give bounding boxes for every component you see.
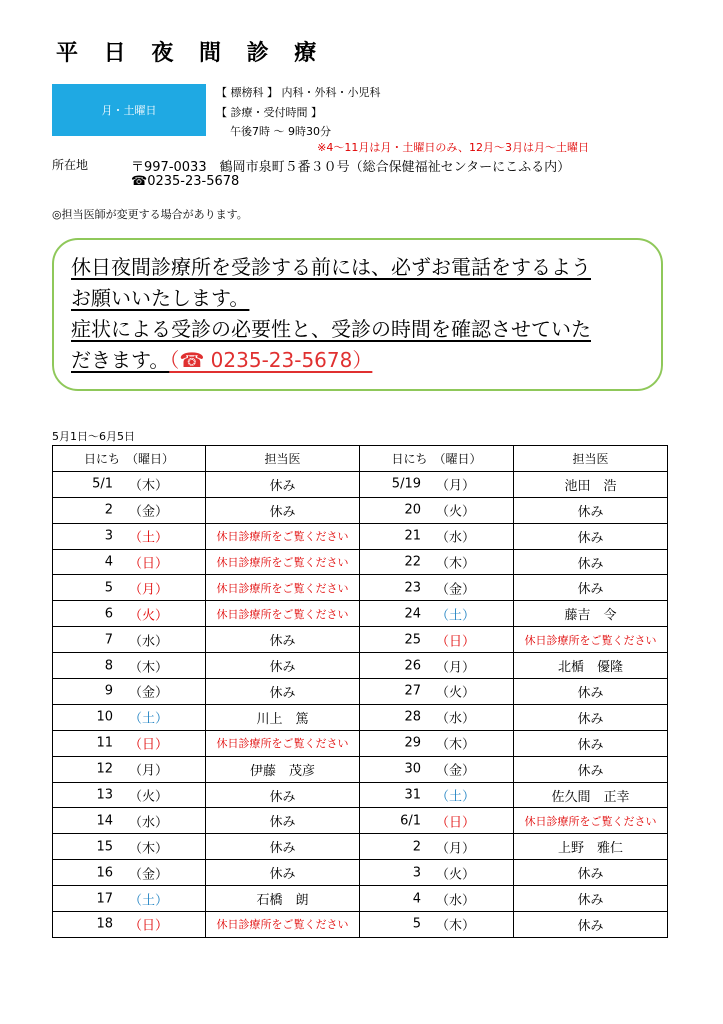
weekday-value: （日）	[436, 815, 476, 831]
doctor-cell: 伊藤 茂彦	[206, 756, 360, 782]
weekday-value: （木）	[129, 478, 169, 494]
doctor-cell: 上野 雅仁	[514, 834, 668, 860]
date-cell	[360, 497, 514, 523]
weekday-value: （木）	[436, 918, 476, 934]
doctor-cell: 佐久間 正幸	[514, 782, 668, 808]
date-value: 3	[412, 865, 421, 881]
date-cell	[53, 808, 206, 834]
doctor-cell: 休み	[514, 886, 668, 912]
date-value: 2	[412, 839, 421, 855]
departments-line: 【 標榜科 】 内科・外科・小児科	[216, 86, 381, 99]
schedule-period: 5月1日～6月5日	[52, 430, 135, 443]
doctor-cell: 休み	[206, 808, 360, 834]
date-value: 4	[104, 554, 113, 570]
weekday-value: （金）	[129, 867, 169, 883]
weekday-value: （金）	[436, 763, 476, 779]
weekday-value: （水）	[436, 530, 476, 546]
date-cell	[53, 549, 206, 575]
date-cell	[53, 782, 206, 808]
date-cell	[53, 886, 206, 912]
date-value: 17	[96, 891, 113, 907]
table-row	[53, 808, 668, 834]
table-row	[53, 549, 668, 575]
date-value: 13	[96, 787, 113, 803]
date-cell	[53, 575, 206, 601]
date-value: 21	[404, 528, 421, 544]
weekday-value: （土）	[129, 893, 169, 909]
doctor-cell: 休日診療所をご覧ください	[206, 730, 360, 756]
date-value: 28	[404, 709, 421, 725]
date-cell	[53, 756, 206, 782]
date-cell	[53, 471, 206, 497]
doctor-cell: 休み	[514, 523, 668, 549]
table-row	[53, 704, 668, 730]
date-value: 5/19	[391, 476, 421, 492]
table-row	[53, 523, 668, 549]
weekday-value: （月）	[436, 660, 476, 676]
doctor-cell: 休み	[206, 471, 360, 497]
date-cell	[360, 471, 514, 497]
header-doctor-left: 担当医	[206, 446, 360, 472]
table-row	[53, 627, 668, 653]
date-cell	[360, 653, 514, 679]
hours-value: 午後7時 ～ 9時30分	[230, 125, 331, 138]
date-cell	[53, 523, 206, 549]
doctor-cell: 川上 篤	[206, 704, 360, 730]
date-value: 11	[96, 735, 113, 751]
table-row	[53, 730, 668, 756]
doctor-cell: 休み	[206, 653, 360, 679]
doctor-cell: 休日診療所をご覧ください	[514, 808, 668, 834]
callout-line-2: お願いいたします。	[71, 286, 250, 310]
date-value: 2	[104, 502, 113, 518]
doctor-change-notice: ◎担当医師が変更する場合があります。	[52, 208, 248, 221]
doctor-cell: 休み	[206, 627, 360, 653]
date-cell	[53, 627, 206, 653]
table-row	[53, 782, 668, 808]
table-header-row	[53, 446, 668, 472]
call-first-notice	[52, 238, 663, 391]
callout-line-4: だきます。	[71, 348, 170, 372]
date-cell	[360, 704, 514, 730]
date-cell	[360, 834, 514, 860]
doctor-cell: 休み	[514, 912, 668, 938]
weekday-value: （月）	[436, 478, 476, 494]
date-cell	[53, 601, 206, 627]
weekday-value: （土）	[436, 789, 476, 805]
doctor-cell: 休日診療所をご覧ください	[206, 575, 360, 601]
phone-number: ☎0235-23-5678	[131, 174, 240, 189]
date-value: 3	[104, 528, 113, 544]
doctor-cell: 池田 浩	[514, 471, 668, 497]
date-value: 5	[412, 916, 421, 932]
hours-heading: 【 診療・受付時間 】	[216, 106, 322, 119]
weekday-value: （日）	[129, 918, 169, 934]
date-value: 30	[404, 761, 421, 777]
date-value: 27	[404, 683, 421, 699]
header-doctor-right: 担当医	[514, 446, 668, 472]
weekday-value: （木）	[436, 556, 476, 572]
doctor-cell: 休み	[206, 860, 360, 886]
date-value: 20	[404, 502, 421, 518]
weekday-value: （水）	[436, 893, 476, 909]
date-cell	[53, 497, 206, 523]
table-row	[53, 575, 668, 601]
weekday-value: （水）	[436, 711, 476, 727]
page-title: 平 日 夜 間 診 療	[56, 41, 326, 66]
doctor-cell: 休日診療所をご覧ください	[206, 912, 360, 938]
weekday-value: （火）	[436, 685, 476, 701]
weekday-value: （土）	[129, 530, 169, 546]
weekday-value: （火）	[129, 789, 169, 805]
table-row	[53, 756, 668, 782]
date-cell	[360, 860, 514, 886]
date-cell	[360, 601, 514, 627]
callout-line-1: 休日夜間診療所を受診する前には、必ずお電話をするよう	[71, 255, 591, 279]
date-cell	[360, 627, 514, 653]
doctor-cell: 石橋 朗	[206, 886, 360, 912]
weekday-value: （木）	[129, 841, 169, 857]
schedule-table	[52, 445, 668, 938]
weekday-value: （火）	[436, 504, 476, 520]
table-row	[53, 601, 668, 627]
date-cell	[53, 679, 206, 705]
header-date-left: 日にち （曜日）	[53, 446, 206, 472]
doctor-cell: 休日診療所をご覧ください	[514, 627, 668, 653]
date-value: 14	[96, 813, 113, 829]
weekday-value: （日）	[129, 556, 169, 572]
doctor-cell: 休み	[206, 679, 360, 705]
doctor-cell: 休み	[514, 549, 668, 575]
weekday-value: （水）	[129, 634, 169, 650]
weekday-value: （月）	[129, 582, 169, 598]
date-cell	[360, 679, 514, 705]
date-cell	[53, 834, 206, 860]
date-value: 18	[96, 916, 113, 932]
date-cell	[360, 730, 514, 756]
doctor-cell: 北楯 優隆	[514, 653, 668, 679]
date-value: 7	[104, 632, 113, 648]
weekday-value: （金）	[436, 582, 476, 598]
doctor-cell: 休み	[206, 497, 360, 523]
date-value: 23	[404, 580, 421, 596]
date-cell	[360, 756, 514, 782]
date-cell	[53, 860, 206, 886]
doctor-cell: 休み	[514, 679, 668, 705]
date-value: 12	[96, 761, 113, 777]
date-value: 6/1	[400, 813, 421, 829]
date-value: 16	[96, 865, 113, 881]
callout-line-3: 症状による受診の必要性と、受診の時間を確認させていた	[71, 317, 591, 341]
date-value: 8	[104, 658, 113, 674]
weekday-value: （木）	[436, 737, 476, 753]
date-value: 26	[404, 658, 421, 674]
date-cell	[53, 704, 206, 730]
date-cell	[360, 886, 514, 912]
table-row	[53, 834, 668, 860]
doctor-cell: 藤吉 令	[514, 601, 668, 627]
date-value: 22	[404, 554, 421, 570]
doctor-cell: 休み	[206, 834, 360, 860]
weekday-value: （月）	[129, 763, 169, 779]
table-row	[53, 653, 668, 679]
table-row	[53, 860, 668, 886]
days-badge: 月・土曜日	[52, 84, 206, 136]
weekday-value: （日）	[436, 634, 476, 650]
date-cell	[53, 912, 206, 938]
doctor-cell: 休日診療所をご覧ください	[206, 523, 360, 549]
weekday-value: （土）	[436, 608, 476, 624]
header-date-right: 日にち （曜日）	[360, 446, 514, 472]
date-cell	[53, 730, 206, 756]
address-label: 所在地	[52, 158, 89, 172]
date-cell	[360, 782, 514, 808]
season-note: ※4～11月は月・土曜日のみ、12月～3月は月～土曜日	[317, 141, 589, 154]
table-row	[53, 497, 668, 523]
weekday-value: （火）	[129, 608, 169, 624]
table-row	[53, 471, 668, 497]
doctor-cell: 休日診療所をご覧ください	[206, 549, 360, 575]
date-cell	[53, 653, 206, 679]
date-cell	[360, 575, 514, 601]
weekday-value: （土）	[129, 711, 169, 727]
table-row	[53, 886, 668, 912]
doctor-cell: 休み	[514, 756, 668, 782]
weekday-value: （日）	[129, 737, 169, 753]
date-cell	[360, 549, 514, 575]
weekday-value: （木）	[129, 660, 169, 676]
doctor-cell: 休み	[514, 497, 668, 523]
doctor-cell: 休み	[514, 575, 668, 601]
table-row	[53, 912, 668, 938]
date-value: 5/1	[92, 476, 113, 492]
date-value: 4	[412, 891, 421, 907]
date-cell	[360, 808, 514, 834]
date-cell	[360, 523, 514, 549]
date-value: 25	[404, 632, 421, 648]
weekday-value: （火）	[436, 867, 476, 883]
weekday-value: （金）	[129, 685, 169, 701]
date-value: 10	[96, 709, 113, 725]
doctor-cell: 休日診療所をご覧ください	[206, 601, 360, 627]
weekday-value: （水）	[129, 815, 169, 831]
date-value: 15	[96, 839, 113, 855]
date-value: 24	[404, 606, 421, 622]
weekday-value: （月）	[436, 841, 476, 857]
weekday-value: （金）	[129, 504, 169, 520]
date-value: 29	[404, 735, 421, 751]
doctor-cell: 休み	[514, 704, 668, 730]
callout-phone-link[interactable]: （☎ 0235-23-5678）	[169, 348, 373, 372]
date-value: 5	[104, 580, 113, 596]
doctor-cell: 休み	[514, 860, 668, 886]
date-cell	[360, 912, 514, 938]
doctor-cell: 休み	[514, 730, 668, 756]
date-value: 9	[104, 683, 113, 699]
doctor-cell: 休み	[206, 782, 360, 808]
date-value: 6	[104, 606, 113, 622]
table-row	[53, 679, 668, 705]
address-text: 〒997-0033 鶴岡市泉町５番３０号（総合保健福祉センターにこふる内）	[131, 160, 571, 175]
date-value: 31	[404, 787, 421, 803]
